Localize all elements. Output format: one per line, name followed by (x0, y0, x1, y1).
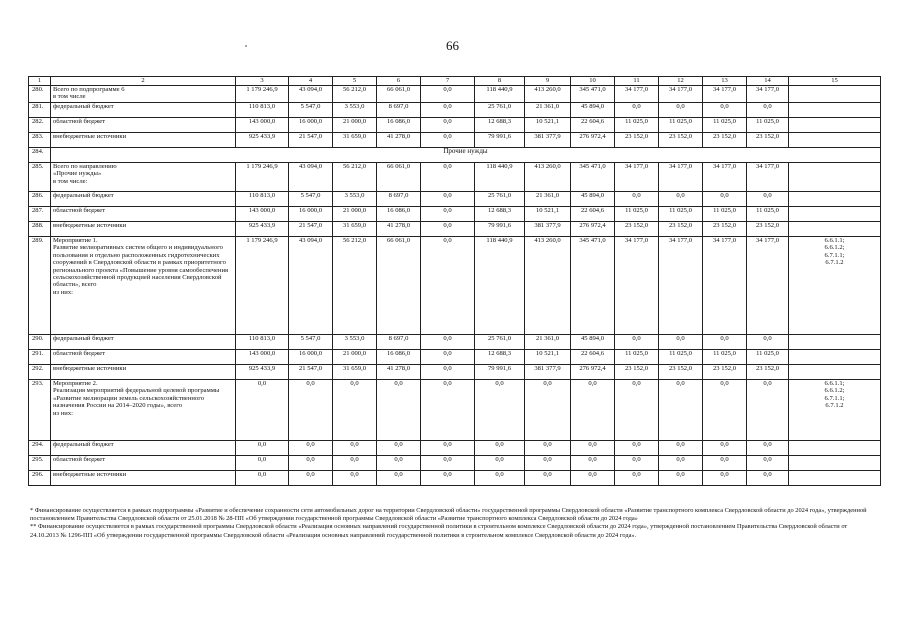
amount-cell: 0,0 (659, 471, 703, 486)
amount-cell: 0,0 (289, 471, 333, 486)
amount-cell: 118 440,9 (475, 163, 525, 192)
row-index: 286. (29, 192, 51, 207)
amount-cell: 11 025,0 (747, 118, 789, 133)
amount-cell: 21 000,0 (333, 207, 377, 222)
table-row (29, 380, 881, 441)
table-row (29, 133, 881, 148)
column-number-cell: 15 (789, 77, 881, 86)
table-row (29, 207, 881, 222)
row-description: Всего по направлению «Прочие нужды» в том числе: (51, 163, 236, 192)
amount-cell: 0,0 (475, 441, 525, 456)
amount-cell: 0,0 (571, 380, 615, 441)
amount-cell: 0,0 (421, 192, 475, 207)
amount-cell: 0,0 (421, 118, 475, 133)
amount-cell: 21 547,0 (289, 365, 333, 380)
amount-cell: 16 086,0 (377, 350, 421, 365)
amount-cell: 16 086,0 (377, 118, 421, 133)
amount-cell: 0,0 (747, 103, 789, 118)
row-description: Мероприятие 2. Реализация мероприятий федеральной целевой программы «Развитие мелиорации земель сельскохозяйственного назначения России на 2014–2020 годы», всего из них: (51, 380, 236, 441)
row-index: 281. (29, 103, 51, 118)
amount-cell: 79 991,6 (475, 222, 525, 237)
row-description: областной бюджет (51, 207, 236, 222)
row-index: 294. (29, 441, 51, 456)
amount-cell: 43 094,0 (289, 237, 333, 335)
section-row (29, 148, 881, 163)
amount-cell: 0,0 (703, 335, 747, 350)
row-index: 290. (29, 335, 51, 350)
row-index: 289. (29, 237, 51, 335)
amount-cell: 45 894,0 (571, 103, 615, 118)
column-number-cell: 8 (475, 77, 525, 86)
amount-cell: 118 440,9 (475, 86, 525, 103)
amount-cell: 31 659,0 (333, 365, 377, 380)
amount-cell: 0,0 (747, 192, 789, 207)
amount-cell: 11 025,0 (747, 350, 789, 365)
target-indicator-codes (789, 118, 881, 133)
amount-cell: 23 152,0 (615, 365, 659, 380)
amount-cell: 5 547,0 (289, 335, 333, 350)
amount-cell: 0,0 (747, 456, 789, 471)
target-indicator-codes (789, 192, 881, 207)
amount-cell: 34 177,0 (659, 163, 703, 192)
table-row (29, 192, 881, 207)
amount-cell: 11 025,0 (747, 207, 789, 222)
amount-cell: 0,0 (421, 365, 475, 380)
amount-cell: 0,0 (747, 471, 789, 486)
row-index: 288. (29, 222, 51, 237)
amount-cell: 11 025,0 (703, 350, 747, 365)
amount-cell: 413 260,0 (525, 163, 571, 192)
amount-cell: 3 553,0 (333, 103, 377, 118)
column-number-cell: 12 (659, 77, 703, 86)
table-row (29, 456, 881, 471)
row-description: федеральный бюджет (51, 103, 236, 118)
row-index: 292. (29, 365, 51, 380)
amount-cell: 21 547,0 (289, 133, 333, 148)
amount-cell: 276 972,4 (571, 365, 615, 380)
amount-cell: 23 152,0 (659, 133, 703, 148)
budget-table (28, 76, 881, 486)
amount-cell: 0,0 (659, 441, 703, 456)
amount-cell: 143 000,0 (236, 118, 289, 133)
row-description: внебюджетные источники (51, 365, 236, 380)
amount-cell: 21 361,0 (525, 103, 571, 118)
amount-cell: 1 179 246,9 (236, 163, 289, 192)
column-number-cell: 14 (747, 77, 789, 86)
page-number: 66 (446, 38, 459, 53)
table-body (29, 77, 881, 486)
row-description: внебюджетные источники (51, 133, 236, 148)
table-row (29, 118, 881, 133)
amount-cell: 0,0 (571, 456, 615, 471)
amount-cell: 8 697,0 (377, 192, 421, 207)
amount-cell: 16 000,0 (289, 118, 333, 133)
amount-cell: 276 972,4 (571, 133, 615, 148)
amount-cell: 0,0 (525, 456, 571, 471)
amount-cell: 0,0 (377, 471, 421, 486)
amount-cell: 41 278,0 (377, 365, 421, 380)
column-number-row (29, 77, 881, 86)
amount-cell: 925 433,9 (236, 365, 289, 380)
target-indicator-codes: 6.6.1.1; 6.6.1.2; 6.7.1.1; 6.7.1.2 (789, 237, 881, 335)
amount-cell: 0,0 (475, 380, 525, 441)
amount-cell: 0,0 (525, 441, 571, 456)
amount-cell: 34 177,0 (703, 163, 747, 192)
amount-cell: 110 813,0 (236, 103, 289, 118)
amount-cell: 345 471,0 (571, 237, 615, 335)
amount-cell: 0,0 (615, 441, 659, 456)
amount-cell: 3 553,0 (333, 192, 377, 207)
amount-cell: 34 177,0 (659, 86, 703, 103)
amount-cell: 34 177,0 (615, 86, 659, 103)
amount-cell: 925 433,9 (236, 222, 289, 237)
amount-cell: 381 377,9 (525, 133, 571, 148)
amount-cell: 0,0 (421, 350, 475, 365)
amount-cell: 10 521,1 (525, 118, 571, 133)
amount-cell: 23 152,0 (615, 133, 659, 148)
amount-cell: 0,0 (525, 380, 571, 441)
target-indicator-codes (789, 163, 881, 192)
amount-cell: 0,0 (421, 103, 475, 118)
amount-cell: 66 061,0 (377, 237, 421, 335)
amount-cell: 12 688,3 (475, 207, 525, 222)
amount-cell: 11 025,0 (703, 207, 747, 222)
amount-cell: 0,0 (236, 380, 289, 441)
amount-cell: 0,0 (703, 441, 747, 456)
amount-cell: 0,0 (615, 456, 659, 471)
amount-cell: 381 377,9 (525, 222, 571, 237)
amount-cell: 45 894,0 (571, 335, 615, 350)
column-number-cell: 6 (377, 77, 421, 86)
amount-cell: 34 177,0 (615, 163, 659, 192)
target-indicator-codes (789, 222, 881, 237)
amount-cell: 41 278,0 (377, 222, 421, 237)
amount-cell: 0,0 (421, 456, 475, 471)
amount-cell: 21 547,0 (289, 222, 333, 237)
row-index: 285. (29, 163, 51, 192)
amount-cell: 11 025,0 (615, 118, 659, 133)
amount-cell: 118 440,9 (475, 237, 525, 335)
amount-cell: 1 179 246,9 (236, 237, 289, 335)
column-number-cell: 5 (333, 77, 377, 86)
amount-cell: 0,0 (421, 237, 475, 335)
amount-cell: 110 813,0 (236, 192, 289, 207)
row-index: 293. (29, 380, 51, 441)
amount-cell: 11 025,0 (615, 207, 659, 222)
amount-cell: 0,0 (236, 441, 289, 456)
amount-cell: 43 094,0 (289, 163, 333, 192)
amount-cell: 31 659,0 (333, 133, 377, 148)
amount-cell: 0,0 (659, 192, 703, 207)
amount-cell: 21 000,0 (333, 118, 377, 133)
amount-cell: 25 761,0 (475, 103, 525, 118)
amount-cell: 381 377,9 (525, 365, 571, 380)
amount-cell: 0,0 (377, 441, 421, 456)
target-indicator-codes (789, 365, 881, 380)
row-description: федеральный бюджет (51, 335, 236, 350)
amount-cell: 0,0 (333, 441, 377, 456)
amount-cell: 0,0 (333, 471, 377, 486)
amount-cell: 345 471,0 (571, 163, 615, 192)
amount-cell: 22 604,6 (571, 350, 615, 365)
amount-cell: 0,0 (236, 456, 289, 471)
amount-cell: 0,0 (659, 380, 703, 441)
column-number-cell: 10 (571, 77, 615, 86)
row-description: областной бюджет (51, 456, 236, 471)
amount-cell: 0,0 (421, 222, 475, 237)
footnote-2: ** Финансирование осуществляется в рамках государственной программы Свердловской области «Реализация основных направлений государственной политики в строительном комплексе Свердловской области до 2024 года», утвержденной постановлением Правительства Свердловской области от 24.10.2013 № 1296-ПП «Об утверждении государственной программы Свердловской области «Реализация основных направлений государственной политики в строительном комплексе Свердловской области до 2024 года». (30, 523, 848, 539)
amount-cell: 23 152,0 (659, 222, 703, 237)
amount-cell: 16 000,0 (289, 207, 333, 222)
amount-cell: 0,0 (615, 380, 659, 441)
amount-cell: 34 177,0 (703, 86, 747, 103)
amount-cell: 0,0 (421, 380, 475, 441)
amount-cell: 0,0 (703, 471, 747, 486)
amount-cell: 0,0 (615, 103, 659, 118)
amount-cell: 0,0 (289, 456, 333, 471)
amount-cell: 0,0 (236, 471, 289, 486)
amount-cell: 0,0 (475, 456, 525, 471)
amount-cell: 0,0 (333, 380, 377, 441)
row-index: 296. (29, 471, 51, 486)
amount-cell: 0,0 (289, 441, 333, 456)
table-row (29, 222, 881, 237)
amount-cell: 34 177,0 (659, 237, 703, 335)
amount-cell: 0,0 (377, 380, 421, 441)
target-indicator-codes (789, 207, 881, 222)
footnotes (30, 507, 875, 540)
amount-cell: 11 025,0 (659, 350, 703, 365)
row-index: 295. (29, 456, 51, 471)
amount-cell: 0,0 (747, 335, 789, 350)
row-description: федеральный бюджет (51, 192, 236, 207)
amount-cell: 23 152,0 (747, 222, 789, 237)
amount-cell: 43 094,0 (289, 86, 333, 103)
column-number-cell: 9 (525, 77, 571, 86)
amount-cell: 12 688,3 (475, 350, 525, 365)
amount-cell: 0,0 (659, 335, 703, 350)
amount-cell: 16 000,0 (289, 350, 333, 365)
row-description: федеральный бюджет (51, 441, 236, 456)
amount-cell: 143 000,0 (236, 350, 289, 365)
amount-cell: 0,0 (421, 163, 475, 192)
amount-cell: 0,0 (659, 103, 703, 118)
amount-cell: 23 152,0 (703, 133, 747, 148)
amount-cell: 34 177,0 (615, 237, 659, 335)
amount-cell: 21 000,0 (333, 350, 377, 365)
amount-cell: 413 260,0 (525, 237, 571, 335)
amount-cell: 56 212,0 (333, 163, 377, 192)
amount-cell: 34 177,0 (703, 237, 747, 335)
amount-cell: 23 152,0 (659, 365, 703, 380)
column-number-cell: 7 (421, 77, 475, 86)
amount-cell: 0,0 (571, 471, 615, 486)
row-index: 291. (29, 350, 51, 365)
amount-cell: 0,0 (747, 380, 789, 441)
amount-cell: 25 761,0 (475, 192, 525, 207)
row-description: областной бюджет (51, 118, 236, 133)
amount-cell: 66 061,0 (377, 163, 421, 192)
amount-cell: 10 521,1 (525, 207, 571, 222)
amount-cell: 143 000,0 (236, 207, 289, 222)
amount-cell: 23 152,0 (747, 133, 789, 148)
amount-cell: 0,0 (377, 456, 421, 471)
row-index: 287. (29, 207, 51, 222)
table-row (29, 471, 881, 486)
amount-cell: 0,0 (659, 456, 703, 471)
row-description: внебюджетные источники (51, 222, 236, 237)
amount-cell: 276 972,4 (571, 222, 615, 237)
amount-cell: 345 471,0 (571, 86, 615, 103)
target-indicator-codes (789, 133, 881, 148)
column-number-cell: 2 (51, 77, 236, 86)
column-number-cell: 4 (289, 77, 333, 86)
row-description: Мероприятие 1. Развитие мелиоративных систем общего и индивидуального пользования и отдельно расположенных гидротехнических сооружений в Свердловской области в рамках приоритетного регионального проекта «Повышение уровня самообеспечения сельскохозяйственной продукцией населения Свердловской области», всего из них: (51, 237, 236, 335)
amount-cell: 21 361,0 (525, 335, 571, 350)
target-indicator-codes (789, 86, 881, 103)
amount-cell: 413 260,0 (525, 86, 571, 103)
amount-cell: 34 177,0 (747, 237, 789, 335)
section-label: Прочие нужды (51, 148, 881, 163)
amount-cell: 25 761,0 (475, 335, 525, 350)
amount-cell: 79 991,6 (475, 365, 525, 380)
amount-cell: 11 025,0 (615, 350, 659, 365)
amount-cell: 34 177,0 (747, 163, 789, 192)
amount-cell: 11 025,0 (703, 118, 747, 133)
amount-cell: 0,0 (421, 335, 475, 350)
amount-cell: 0,0 (421, 207, 475, 222)
footnote-1: * Финансирование осуществляется в рамках подпрограммы «Развитие и обеспечение сохранности сети автомобильных дорог на территории Свердловской области» государственной программы Свердловской области «Развитие транспортного комплекса Свердловской области до 2024 года», утвержденной постановлением Правительства Свердловской области от 25.01.2018 № 28-ПП «Об утверждении государственной программы Свердловской области «Развитие транспортного комплекса Свердловской области до 2024 года» (30, 507, 867, 523)
amount-cell: 5 547,0 (289, 103, 333, 118)
table-row (29, 86, 881, 103)
table-row (29, 365, 881, 380)
table-row (29, 237, 881, 335)
amount-cell: 0,0 (615, 471, 659, 486)
row-index: 283. (29, 133, 51, 148)
row-index: 284. (29, 148, 51, 163)
amount-cell: 0,0 (571, 441, 615, 456)
amount-cell: 23 152,0 (747, 365, 789, 380)
amount-cell: 0,0 (615, 192, 659, 207)
amount-cell: 16 086,0 (377, 207, 421, 222)
amount-cell: 0,0 (421, 441, 475, 456)
amount-cell: 0,0 (703, 192, 747, 207)
table-row (29, 163, 881, 192)
amount-cell: 0,0 (703, 103, 747, 118)
row-description: областной бюджет (51, 350, 236, 365)
target-indicator-codes (789, 456, 881, 471)
amount-cell: 0,0 (615, 335, 659, 350)
amount-cell: 0,0 (421, 86, 475, 103)
amount-cell: 12 688,3 (475, 118, 525, 133)
target-indicator-codes (789, 441, 881, 456)
target-indicator-codes: 6.6.1.1; 6.6.1.2; 6.7.1.1; 6.7.1.2 (789, 380, 881, 441)
row-description: Всего по подпрограмме 6 в том числе (51, 86, 236, 103)
amount-cell: 23 152,0 (615, 222, 659, 237)
column-number-cell: 1 (29, 77, 51, 86)
amount-cell: 23 152,0 (703, 222, 747, 237)
amount-cell: 0,0 (525, 471, 571, 486)
column-number-cell: 13 (703, 77, 747, 86)
amount-cell: 11 025,0 (659, 118, 703, 133)
amount-cell: 0,0 (747, 441, 789, 456)
amount-cell: 21 361,0 (525, 192, 571, 207)
amount-cell: 0,0 (289, 380, 333, 441)
row-index: 280. (29, 86, 51, 103)
target-indicator-codes (789, 350, 881, 365)
table-row (29, 441, 881, 456)
amount-cell: 23 152,0 (703, 365, 747, 380)
target-indicator-codes (789, 471, 881, 486)
amount-cell: 0,0 (421, 133, 475, 148)
target-indicator-codes (789, 335, 881, 350)
amount-cell: 8 697,0 (377, 335, 421, 350)
column-number-cell: 3 (236, 77, 289, 86)
amount-cell: 0,0 (703, 380, 747, 441)
column-number-cell: 11 (615, 77, 659, 86)
amount-cell: 66 061,0 (377, 86, 421, 103)
amount-cell: 1 179 246,9 (236, 86, 289, 103)
amount-cell: 8 697,0 (377, 103, 421, 118)
amount-cell: 56 212,0 (333, 237, 377, 335)
amount-cell: 41 278,0 (377, 133, 421, 148)
amount-cell: 45 894,0 (571, 192, 615, 207)
amount-cell: 79 991,6 (475, 133, 525, 148)
amount-cell: 110 813,0 (236, 335, 289, 350)
target-indicator-codes (789, 103, 881, 118)
amount-cell: 0,0 (475, 471, 525, 486)
row-description: внебюджетные источники (51, 471, 236, 486)
table-row (29, 350, 881, 365)
amount-cell: 3 553,0 (333, 335, 377, 350)
amount-cell: 925 433,9 (236, 133, 289, 148)
amount-cell: 5 547,0 (289, 192, 333, 207)
amount-cell: 56 212,0 (333, 86, 377, 103)
table-row (29, 335, 881, 350)
amount-cell: 0,0 (421, 471, 475, 486)
amount-cell: 0,0 (333, 456, 377, 471)
amount-cell: 22 604,6 (571, 207, 615, 222)
scan-speck (245, 45, 247, 47)
row-index: 282. (29, 118, 51, 133)
amount-cell: 0,0 (703, 456, 747, 471)
amount-cell: 34 177,0 (747, 86, 789, 103)
amount-cell: 22 604,6 (571, 118, 615, 133)
amount-cell: 31 659,0 (333, 222, 377, 237)
table-row (29, 103, 881, 118)
amount-cell: 10 521,1 (525, 350, 571, 365)
amount-cell: 11 025,0 (659, 207, 703, 222)
